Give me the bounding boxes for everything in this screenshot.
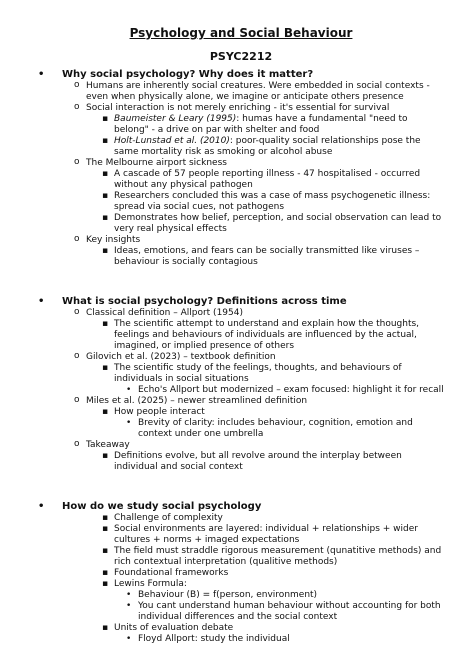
bullet-icon: • <box>38 296 45 307</box>
bullet-icon: ▪ <box>102 363 109 373</box>
list-item <box>38 308 444 319</box>
bullet-icon: ▪ <box>102 513 109 523</box>
bullet-icon: ▪ <box>102 191 109 201</box>
notes-body <box>38 69 444 645</box>
list-item <box>38 363 444 385</box>
bullet-icon: ▪ <box>102 136 109 146</box>
bullet-icon: ▪ <box>102 451 109 461</box>
list-item <box>38 103 444 114</box>
list-item-text: The scientific study of the feelings, thoughts, and behaviours of individuals in social situations <box>114 363 402 384</box>
list-item <box>38 191 444 213</box>
list-item-text: Brevity of clarity: includes behaviour, cognition, emotion and context under one umbrella <box>138 418 413 439</box>
list-item <box>38 623 444 634</box>
list-item-text: Units of evaluation debate <box>114 623 234 633</box>
list-item <box>38 451 444 473</box>
section <box>38 296 444 473</box>
list-item <box>38 385 444 396</box>
list-item <box>38 352 444 363</box>
list-item <box>38 590 444 601</box>
list-item <box>38 546 444 568</box>
list-item-text: The Melbourne airport sickness <box>86 158 227 168</box>
list-item-text: Ideas, emotions, and fears can be socially transmitted like viruses – behaviour is socially contagious <box>114 246 420 267</box>
list-item-text: Definitions evolve, but all revolve around the interplay between individual and social context <box>114 451 402 472</box>
list-item-text: Demonstrates how belief, perception, and social observation can lead to very real physical effects <box>114 213 442 234</box>
bullet-icon: • <box>126 385 132 395</box>
document-title: Psychology and Social Behaviour <box>129 26 353 40</box>
list-item-text: Lewins Formula: <box>114 579 187 589</box>
bullet-icon: ▪ <box>102 407 109 417</box>
bullet-icon: o <box>74 80 80 90</box>
list-item <box>38 524 444 546</box>
list-item-text: : humas have a fundamental "need to belong" - a drive on par with shelter and food <box>114 114 408 135</box>
list-item <box>38 440 444 451</box>
bullet-icon: ▪ <box>102 213 109 223</box>
section-heading-text: Why social psychology? Why does it matter? <box>62 69 314 80</box>
bullet-icon: ▪ <box>102 114 109 124</box>
bullet-icon: ▪ <box>102 623 109 633</box>
section-heading-text: What is social psychology? Definitions across time <box>62 296 347 307</box>
list-item <box>38 235 444 246</box>
list-item-text: Humans are inherently social creatures. Were embedded in social contexts - even when physically alone, we imagine or anticipate others presence <box>86 81 430 102</box>
bullet-icon: • <box>38 69 45 80</box>
bullet-icon: • <box>126 601 132 611</box>
section-heading <box>38 501 444 513</box>
list-item <box>38 407 444 418</box>
list-item-text: The field must straddle rigorous measurement (qunatitive methods) and rich contextual interpretation (qualitive methods) <box>114 546 442 567</box>
list-item <box>38 634 444 645</box>
list-item <box>38 213 444 235</box>
citation: Baumeister & Leary (1995) <box>114 114 237 124</box>
section <box>38 69 444 268</box>
list-item <box>38 136 444 158</box>
list-item-text: Key insights <box>86 235 141 245</box>
bullet-list <box>38 81 444 268</box>
list-item <box>38 169 444 191</box>
list-item-text: Challenge of complexity <box>114 513 223 523</box>
bullet-icon: o <box>74 307 80 317</box>
bullet-icon: o <box>74 157 80 167</box>
list-item-text: Behaviour (B) = f(person, environment) <box>138 590 318 600</box>
list-item-text: Foundational frameworks <box>114 568 229 578</box>
list-item-text: Classical definition – Allport (1954) <box>86 308 243 318</box>
list-item <box>38 513 444 524</box>
bullet-icon: o <box>74 439 80 449</box>
list-item-text: Social environments are layered: individual + relationships + wider cultures + norms + imaged expectations <box>114 524 418 545</box>
list-item <box>38 246 444 268</box>
list-item-text: Researchers concluded this was a case of mass psychogenetic illness: spread via social cues, not pathogens <box>114 191 431 212</box>
section <box>38 501 444 645</box>
list-item <box>38 418 444 440</box>
list-item-text: Takeaway <box>86 440 130 450</box>
list-item-text: Gilovich et al. (2023) – textbook definition <box>86 352 276 362</box>
section-heading <box>38 69 444 81</box>
bullet-icon: o <box>74 351 80 361</box>
bullet-icon: • <box>38 501 45 512</box>
list-item-text: : poor-quality social relationships pose the same mortality risk as smoking or alcohol abuse <box>114 136 421 157</box>
list-item <box>38 601 444 623</box>
section-heading <box>38 296 444 308</box>
bullet-icon: ▪ <box>102 169 109 179</box>
bullet-icon: ▪ <box>102 246 109 256</box>
list-item <box>38 568 444 579</box>
list-item-text: You cant understand human behaviour without accounting for both individual differences and the social context <box>138 601 441 622</box>
bullet-icon: o <box>74 234 80 244</box>
bullet-icon: • <box>126 418 132 428</box>
list-item <box>38 158 444 169</box>
bullet-icon: ▪ <box>102 319 109 329</box>
list-item-text: A cascade of 57 people reporting illness - 47 hospitalised - occurred without any physical pathogen <box>114 169 421 190</box>
bullet-list <box>38 308 444 473</box>
list-item <box>38 579 444 590</box>
list-item-text: Miles et al. (2025) – newer streamlined definition <box>86 396 308 406</box>
list-item <box>38 114 444 136</box>
list-item-text: Floyd Allport: study the individual <box>138 634 290 644</box>
bullet-icon: • <box>126 590 132 600</box>
list-item <box>38 81 444 103</box>
bullet-icon: ▪ <box>102 524 109 534</box>
bullet-icon: • <box>126 634 132 644</box>
bullet-icon: ▪ <box>102 568 109 578</box>
list-item-text: Social interaction is not merely enriching - it's essential for survival <box>86 103 390 113</box>
bullet-list <box>38 513 444 645</box>
bullet-icon: o <box>74 395 80 405</box>
list-item-text: The scientific attempt to understand and explain how the thoughts, feelings and behaviours of individuals are influenced by the actual, imagined, or implied presence of others <box>114 319 420 351</box>
list-item-text: Echo's Allport but modernized – exam focused: highlight it for recall <box>138 385 444 395</box>
list-item <box>38 319 444 352</box>
section-heading-text: How do we study social psychology <box>62 501 262 512</box>
bullet-icon: ▪ <box>102 546 109 556</box>
list-item-text: How people interact <box>114 407 205 417</box>
citation: Holt-Lunstad et al. (2010) <box>114 136 230 146</box>
bullet-icon: o <box>74 102 80 112</box>
bullet-icon: ▪ <box>102 579 109 589</box>
course-code: PSYC2212 <box>209 50 273 63</box>
list-item <box>38 396 444 407</box>
